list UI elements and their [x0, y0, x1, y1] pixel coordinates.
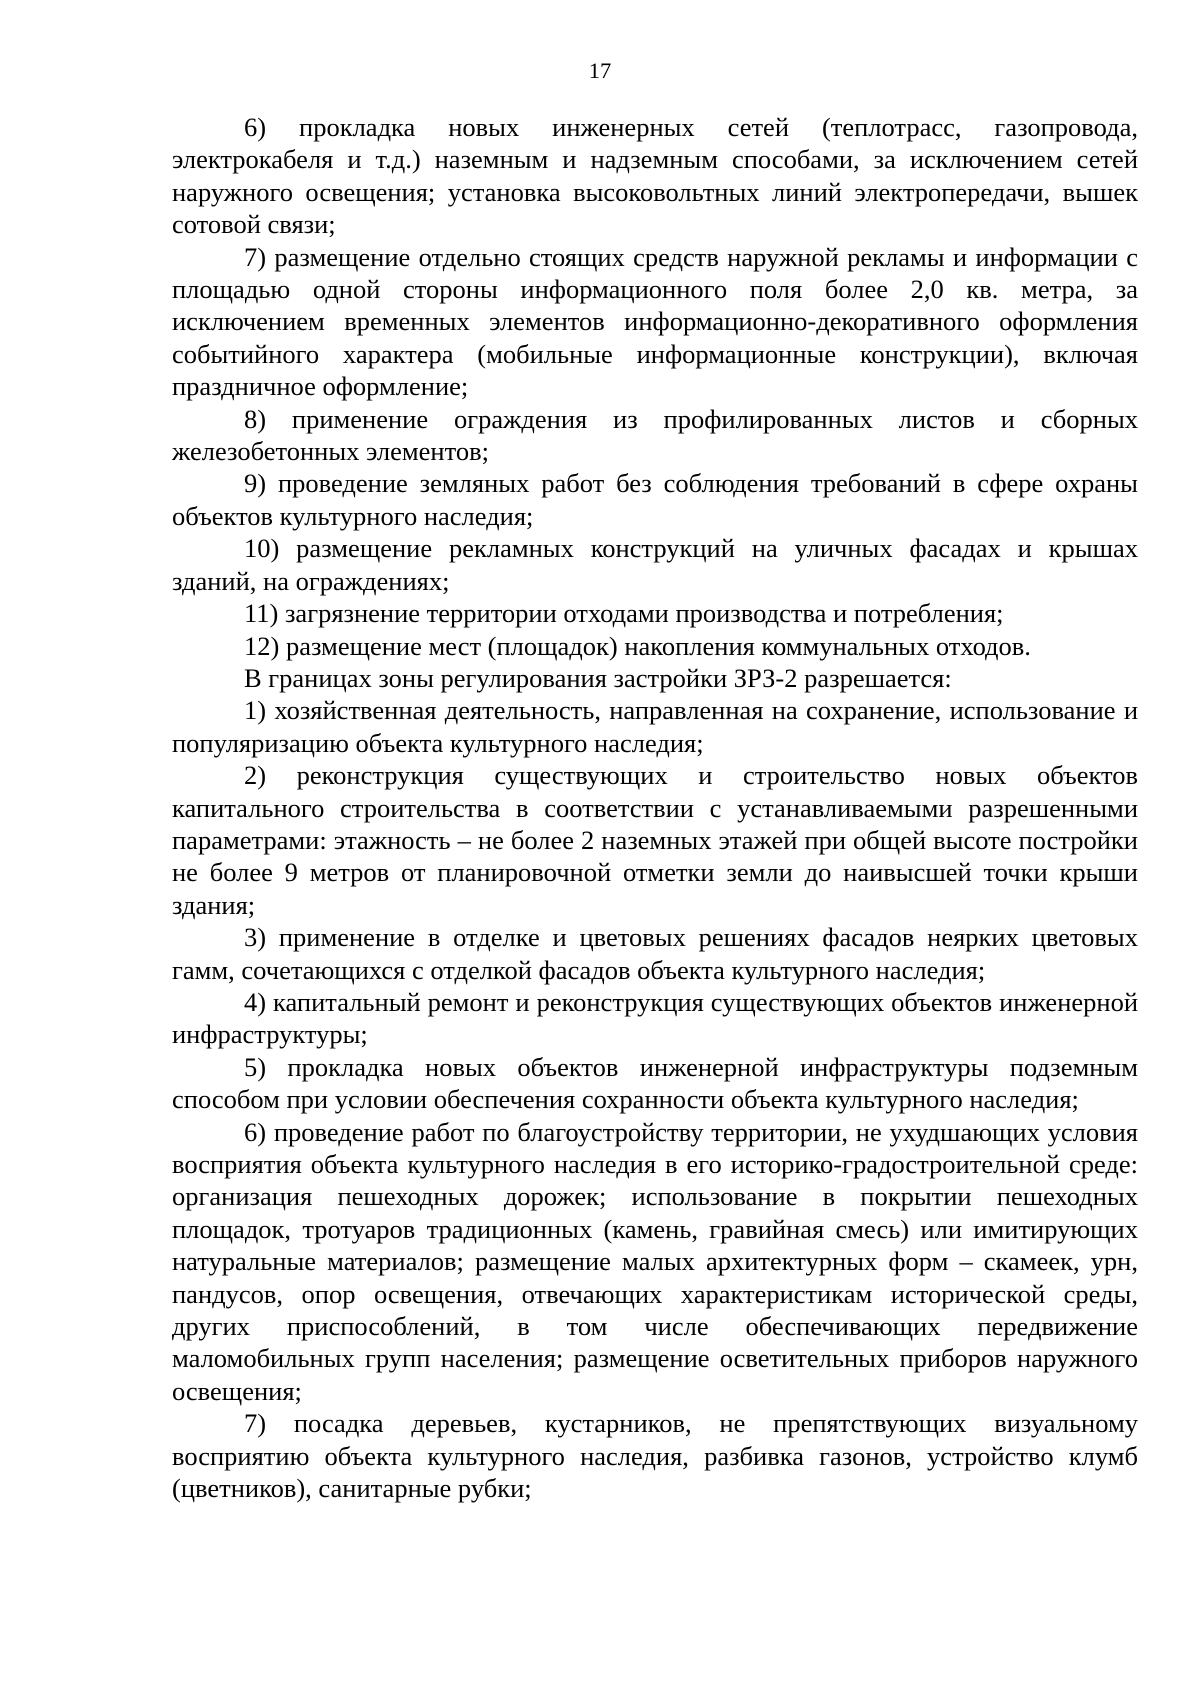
section-intro-permitted: В границах зоны регулирования застройки ЗРЗ-2 разрешается:: [244, 662, 952, 693]
list-item-permitted-3: 3) применение в отделке и цветовых решениях фасадов неярких цветовых гамм, сочетающихся с отделкой фасадов объекта культурного наследия;: [172, 922, 1138, 985]
list-item-permitted-7: 7) посадка деревьев, кустарников, не препятствующих визуальному восприятию объекта культурного наследия, разбивка газонов, устройство клумб (цветников), санитарные рубки;: [172, 1408, 1138, 1504]
list-item-prohibited-10: 10) размещение рекламных конструкций на уличных фасадах и крышах зданий, на ограждениях;: [172, 533, 1138, 596]
list-item-permitted-4: 4) капитальный ремонт и реконструкция существующих объектов инженерной инфраструктуры;: [172, 986, 1138, 1050]
list-item-prohibited-9: 9) проведение земляных работ без соблюдения требований в сфере охраны объектов культурного наследия;: [172, 468, 1138, 531]
list-item-prohibited-12: 12) размещение мест (площадок) накопления коммунальных отходов.: [244, 630, 1031, 661]
list-item-prohibited-6: 6) прокладка новых инженерных сетей (теплотрасс, газопровода, электрокабеля и т.д.) наземным и надземным способами, за исключением сетей наружного освещения; установка высоковольтных линий электропередачи, вышек сотовой связи;: [172, 112, 1138, 240]
list-item-permitted-1: 1) хозяйственная деятельность, направленная на сохранение, использование и популяризацию объекта культурного наследия;: [172, 695, 1138, 758]
list-item-prohibited-7: 7) размещение отдельно стоящих средств наружной рекламы и информации с площадью одной стороны информационного поля более 2,0 кв. метра, за исключением временных элементов информационно-декоративного оформления событийного характера (мобильные информационные конструкции), включая праздничное оформление;: [172, 241, 1138, 402]
list-item-permitted-5: 5) прокладка новых объектов инженерной инфраструктуры подземным способом при условии обеспечения сохранности объекта культурного наследия;: [172, 1051, 1138, 1115]
list-item-prohibited-11: 11) загрязнение территории отходами производства и потребления;: [244, 598, 1004, 629]
page-number: 17: [588, 58, 612, 83]
document-body: [172, 111, 1138, 1504]
list-item-permitted-2: 2) реконструкция существующих и строительство новых объектов капитального строительства в соответствии с устанавливаемыми разрешенными параметрами: этажность – не более 2 наземных этажей при общей высоте постройки не более 9 метров от планировочной отметки земли до наивысшей точки крыши здания;: [172, 760, 1138, 920]
list-item-permitted-6: 6) проведение работ по благоустройству территории, не ухудшающих условия восприятия объекта культурного наследия в его историко-градостроительной среде: организация пешеходных дорожек; использование в покрытии пешеходных площадок, тротуаров традиционных (камень, гравийная смесь) или имитирующих натуральные материалов; размещение малых архитектурных форм – скамеек, урн, пандусов, опор освещения, отвечающих характеристикам исторической среды, других приспособлений, в том числе обеспечивающих передвижение маломобильных групп населения; размещение осветительных приборов наружного освещения;: [172, 1116, 1138, 1406]
list-item-prohibited-8: 8) применение ограждения из профилированных листов и сборных железобетонных элементов;: [172, 403, 1138, 467]
